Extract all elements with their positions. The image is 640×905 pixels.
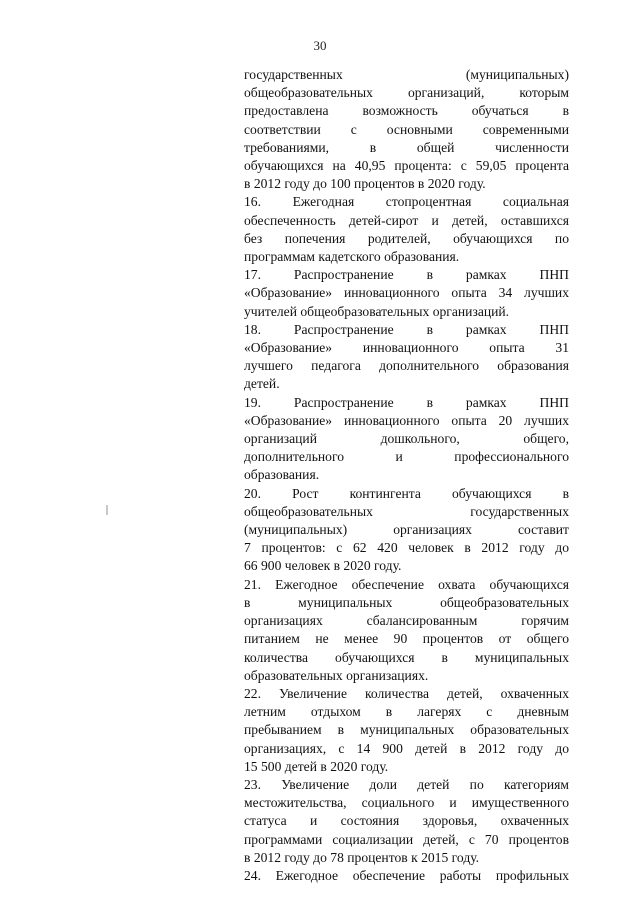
text-line: «Образование» инновационного опыта 31 (244, 340, 569, 356)
text-line: лучшего педагога дополнительного образования (244, 358, 569, 374)
text-line: организациях сбалансированным горячим (244, 613, 569, 629)
text-line: обеспеченность детей-сирот и детей, оставшихся (244, 212, 569, 228)
text-line: 17. Распространение в рамках ПНП (244, 267, 569, 283)
text-line: предоставлена возможность обучаться в (244, 103, 569, 119)
text-line: организаций дошкольного, общего, (244, 431, 569, 447)
paragraph (244, 193, 569, 266)
text-line: в муниципальных общеобразовательных (244, 594, 569, 610)
paragraph (244, 685, 569, 776)
text-line: статуса и состояния здоровья, охваченных (244, 813, 569, 829)
text-line: в 2012 году до 78 процентов к 2015 году. (244, 849, 480, 865)
paragraph (244, 867, 569, 885)
text-line: местожительства, социального и имущественного (244, 795, 569, 811)
text-line: 16. Ежегодная стопроцентная социальная (244, 194, 569, 210)
scan-mark (106, 505, 108, 515)
text-line: общеобразовательных организаций, которым (244, 85, 569, 101)
text-line: количества обучающихся в муниципальных (244, 649, 569, 665)
text-line: пребыванием в муниципальных образовательных (244, 722, 569, 738)
text-line: программами социализации детей, с 70 процентов (244, 831, 569, 847)
paragraph (244, 776, 569, 867)
text-line: (муниципальных) организациях составит (244, 522, 569, 538)
text-line: обучающихся на 40,95 процента: с 59,05 процента (244, 158, 569, 174)
text-line: 23. Увеличение доли детей по категориям (244, 776, 569, 792)
text-line: летним отдыхом в лагерях с дневным (244, 704, 569, 720)
text-line: 7 процентов: с 62 420 человек в 2012 году до (244, 540, 569, 556)
paragraph (244, 576, 569, 685)
text-line: общеобразовательных государственных (244, 503, 569, 519)
text-line: без попечения родителей, обучающихся по (244, 230, 569, 246)
paragraph (244, 266, 569, 321)
text-line: государственных (муниципальных) (244, 67, 569, 82)
text-line: в 2012 году до 100 процентов в 2020 году. (244, 176, 486, 192)
text-line: питанием не менее 90 процентов от общего (244, 631, 569, 647)
text-line: соответствии с основными современными (244, 121, 569, 137)
text-line: образовательных организациях. (244, 667, 429, 683)
text-line: 19. Распространение в рамках ПНП (244, 394, 569, 410)
text-line: учителей общеобразовательных организаций. (244, 303, 510, 319)
text-line: «Образование» инновационного опыта 20 лучших (244, 412, 569, 428)
text-line: 21. Ежегодное обеспечение охвата обучающихся (244, 576, 569, 592)
text-line: 22. Увеличение количества детей, охваченных (244, 685, 569, 701)
text-line: программам кадетского образования. (244, 249, 460, 265)
paragraph (244, 321, 569, 394)
text-line: 18. Распространение в рамках ПНП (244, 321, 569, 337)
text-line: образования. (244, 467, 320, 483)
text-line: 66 900 человек в 2020 году. (244, 558, 402, 574)
text-line: 20. Рост контингента обучающихся в (244, 485, 569, 501)
paragraph (244, 66, 569, 193)
text-line: дополнительного и профессионального (244, 449, 569, 465)
text-line: 24. Ежегодное обеспечение работы профильных (244, 867, 569, 883)
paragraph (244, 394, 569, 485)
paragraph (244, 485, 569, 576)
text-line: детей. (244, 376, 280, 392)
text-line: «Образование» инновационного опыта 34 лучших (244, 285, 569, 301)
text-line: организациях, с 14 900 детей в 2012 году до (244, 740, 569, 756)
page-number: 30 (313, 38, 327, 53)
text-line: 15 500 детей в 2020 году. (244, 758, 389, 774)
text-line: требованиями, в общей численности (244, 139, 569, 155)
document-body (244, 66, 569, 885)
